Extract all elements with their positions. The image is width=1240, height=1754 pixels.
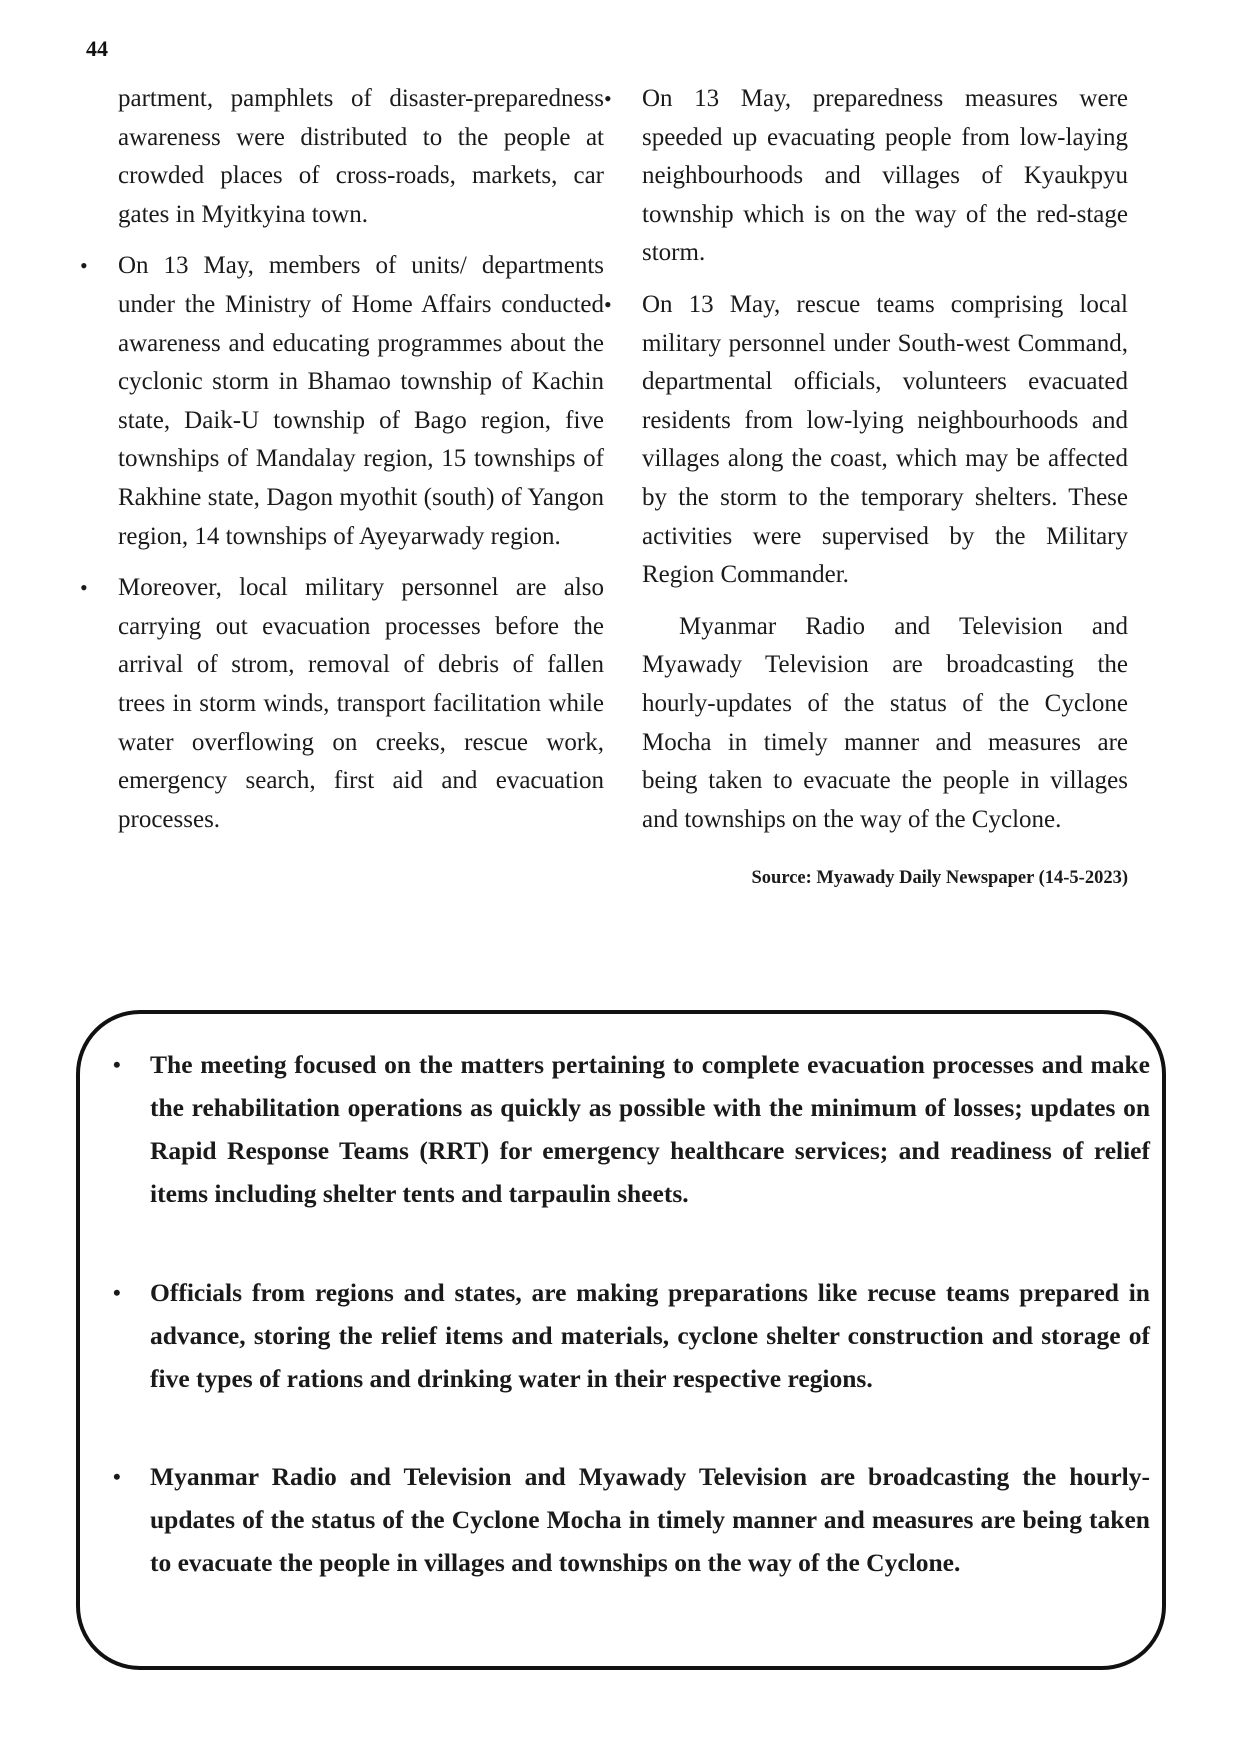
right-bullet-list [642,80,1128,595]
right-column [642,80,1128,904]
list-item: • On 13 May, rescue teams comprising local military personnel under South-west Command, departmental officials, volunteers evacuated residents from low-lying neighbourhoods and villages along the coast, which may be affected by the storm to the temporary shelters. These activities were supervised by the Military Region Commander. [642,286,1128,595]
summary-box [76,1010,1166,1670]
list-item: • On 13 May, members of units/ departments under the Ministry of Home Affairs conducted awareness and educating programmes about the cyclonic storm in Bhamao township of Kachin state, Daik-U township of Bago region, five townships of Mandalay region, 15 townships of Rakhine state, Dagon myothit (south) of Yangon region, 14 townships of Ayeyarwady region. [118,247,604,556]
left-bullet-list [118,80,604,839]
body-paragraph: Myanmar Radio and Television and Myawady Television are broadcasting the hourly-updates of the status of the Cyclone Mocha in timely manner and measures are being taken to evacuate the people in villages and townships on the way of the Cyclone. [642,612,1128,833]
summary-list-item: • Officials from regions and states, are making preparations like recuse teams prepared in advance, storing the relief items and materials, cyclone shelter construction and storage of five types of rations and drinking water in their respective regions. [150,1271,1150,1400]
list-item: • Moreover, local military personnel are also carrying out evacuation processes before the arrival of strom, removal of debris of fallen trees in storm winds, transport facilitation while water overflowing on creeks, rescue work, emergency search, first aid and evacuation processes. [118,569,604,839]
left-column [118,80,604,852]
page-number: 44 [86,36,108,61]
summary-list-item: • The meeting focused on the matters pertaining to complete evacuation processes and make the rehabilitation operations as quickly as possible with the minimum of losses; updates on Rapid Response Teams (RRT) for emergency healthcare services; and readiness of relief items including shelter tents and tarpaulin sheets. [150,1043,1150,1215]
continued-list-item: partment, pamphlets of disaster-preparedness awareness were distributed to the people at crowded places of cross-roads, markets, car gates in Myitkyina town. [118,85,604,228]
source-citation: Source: Myawady Daily Newspaper (14-5-2023) [751,868,1128,889]
list-item: • On 13 May, preparedness measures were speeded up evacuating people from low-laying neighbourhoods and villages of Kyaukpyu township which is on the way of the red-stage storm. [642,80,1128,273]
summary-list-item: • Myanmar Radio and Television and Myawady Television are broadcasting the hourly-updates of the status of the Cyclone Mocha in timely manner and measures are being taken to evacuate the people in villages and townships on the way of the Cyclone. [150,1455,1150,1584]
